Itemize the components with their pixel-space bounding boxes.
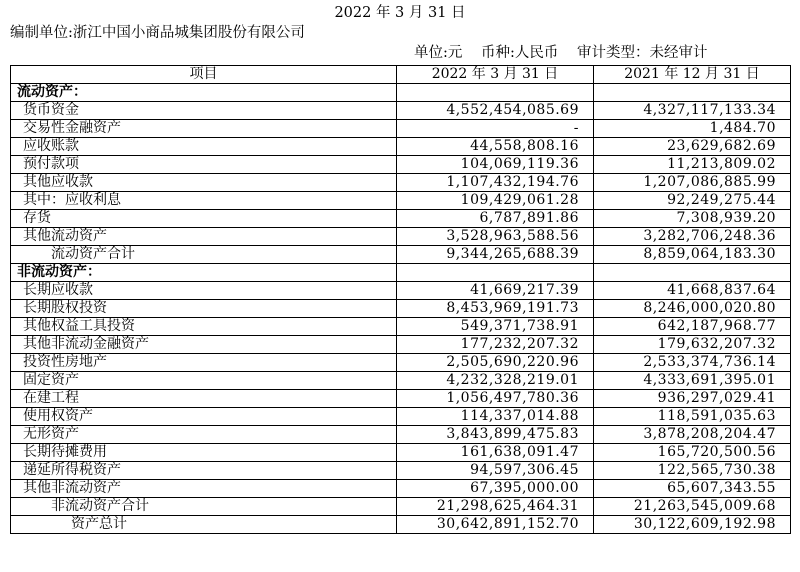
row-value-current <box>397 84 594 102</box>
row-label: 流动资产合计 <box>11 246 397 264</box>
table-row <box>11 156 791 174</box>
table-row <box>11 336 791 354</box>
table-header-row <box>11 66 791 84</box>
row-value-previous: 179,632,207.32 <box>594 336 791 354</box>
row-value-previous: 8,859,064,183.30 <box>594 246 791 264</box>
row-value-previous: 118,591,035.63 <box>594 408 791 426</box>
table-row <box>11 192 791 210</box>
balance-sheet-table <box>10 65 791 534</box>
table-row <box>11 228 791 246</box>
row-label: 在建工程 <box>11 390 397 408</box>
row-label: 货币资金 <box>11 102 397 120</box>
row-value-previous: 1,484.70 <box>594 120 791 138</box>
row-value-previous: 8,246,000,020.80 <box>594 300 791 318</box>
row-value-current: 161,638,091.47 <box>397 444 594 462</box>
row-value-current: 44,558,808.16 <box>397 138 594 156</box>
row-label: 递延所得税资产 <box>11 462 397 480</box>
row-label: 长期应收款 <box>11 282 397 300</box>
audit-type: 审计类型：未经审计 <box>577 45 708 61</box>
row-label: 其他应收款 <box>11 174 397 192</box>
column-header-previous: 2021 年 12 月 31 日 <box>594 66 791 84</box>
row-value-previous: 122,565,730.38 <box>594 462 791 480</box>
row-value-current: 41,669,217.39 <box>397 282 594 300</box>
table-body <box>11 84 791 534</box>
row-value-previous: 4,327,117,133.34 <box>594 102 791 120</box>
row-value-current: 1,056,497,780.36 <box>397 390 594 408</box>
row-value-current: 4,552,454,085.69 <box>397 102 594 120</box>
row-value-previous: 642,187,968.77 <box>594 318 791 336</box>
row-value-current: 104,069,119.36 <box>397 156 594 174</box>
row-value-previous: 165,720,500.56 <box>594 444 791 462</box>
row-label: 固定资产 <box>11 372 397 390</box>
row-value-previous: 7,308,939.20 <box>594 210 791 228</box>
row-value-current: 2,505,690,220.96 <box>397 354 594 372</box>
table-row <box>11 84 791 102</box>
table-row <box>11 318 791 336</box>
table-row <box>11 462 791 480</box>
row-value-previous: 21,263,545,009.68 <box>594 498 791 516</box>
row-value-previous: 30,122,609,192.98 <box>594 516 791 534</box>
table-row <box>11 102 791 120</box>
row-value-current: - <box>397 120 594 138</box>
row-value-current: 30,642,891,152.70 <box>397 516 594 534</box>
row-label: 长期待摊费用 <box>11 444 397 462</box>
row-value-previous: 3,282,706,248.36 <box>594 228 791 246</box>
row-label: 使用权资产 <box>11 408 397 426</box>
table-row <box>11 354 791 372</box>
table-row <box>11 372 791 390</box>
column-header-item: 项目 <box>11 66 397 84</box>
row-label: 其他非流动金融资产 <box>11 336 397 354</box>
row-value-previous: 23,629,682.69 <box>594 138 791 156</box>
row-value-current: 9,344,265,688.39 <box>397 246 594 264</box>
row-value-previous: 11,213,809.02 <box>594 156 791 174</box>
row-value-current: 94,597,306.45 <box>397 462 594 480</box>
row-value-current: 6,787,891.86 <box>397 210 594 228</box>
row-label: 存货 <box>11 210 397 228</box>
table-row <box>11 264 791 282</box>
table-row <box>11 516 791 534</box>
row-value-current: 114,337,014.88 <box>397 408 594 426</box>
table-row <box>11 174 791 192</box>
row-value-current: 67,395,000.00 <box>397 480 594 498</box>
row-label: 其他流动资产 <box>11 228 397 246</box>
column-header-current: 2022 年 3 月 31 日 <box>397 66 594 84</box>
row-value-current: 549,371,738.91 <box>397 318 594 336</box>
row-value-current: 109,429,061.28 <box>397 192 594 210</box>
row-value-previous: 4,333,691,395.01 <box>594 372 791 390</box>
report-meta <box>414 44 790 62</box>
row-label: 长期股权投资 <box>11 300 397 318</box>
row-label: 投资性房地产 <box>11 354 397 372</box>
row-value-current: 177,232,207.32 <box>397 336 594 354</box>
row-label: 应收账款 <box>11 138 397 156</box>
table-row <box>11 480 791 498</box>
row-label: 资产总计 <box>11 516 397 534</box>
currency-unit: 单位:元 <box>414 45 463 61</box>
row-value-previous: 92,249,275.44 <box>594 192 791 210</box>
row-value-current: 8,453,969,191.73 <box>397 300 594 318</box>
row-value-previous <box>594 84 791 102</box>
row-value-current <box>397 264 594 282</box>
table-row <box>11 120 791 138</box>
row-value-previous: 1,207,086,885.99 <box>594 174 791 192</box>
table-row <box>11 390 791 408</box>
row-label: 交易性金融资产 <box>11 120 397 138</box>
row-label: 其中：应收利息 <box>11 192 397 210</box>
row-value-current: 3,843,899,475.83 <box>397 426 594 444</box>
table-row <box>11 138 791 156</box>
row-label: 其他非流动资产 <box>11 480 397 498</box>
row-value-previous: 2,533,374,736.14 <box>594 354 791 372</box>
row-value-previous: 65,607,343.55 <box>594 480 791 498</box>
row-label: 无形资产 <box>11 426 397 444</box>
row-label: 非流动资产： <box>11 264 397 282</box>
table-row <box>11 498 791 516</box>
row-value-previous <box>594 264 791 282</box>
table-row <box>11 408 791 426</box>
table-row <box>11 210 791 228</box>
table-row <box>11 426 791 444</box>
reporting-entity: 编制单位:浙江中国小商品城集团股份有限公司 <box>10 25 305 41</box>
table-row <box>11 444 791 462</box>
table-row <box>11 300 791 318</box>
row-label: 其他权益工具投资 <box>11 318 397 336</box>
currency: 币种:人民币 <box>481 45 559 61</box>
table-row <box>11 282 791 300</box>
row-value-current: 3,528,963,588.56 <box>397 228 594 246</box>
row-value-current: 21,298,625,464.31 <box>397 498 594 516</box>
row-label: 预付款项 <box>11 156 397 174</box>
row-label: 非流动资产合计 <box>11 498 397 516</box>
row-value-current: 4,232,328,219.01 <box>397 372 594 390</box>
row-value-current: 1,107,432,194.76 <box>397 174 594 192</box>
row-label: 流动资产： <box>11 84 397 102</box>
row-value-previous: 3,878,208,204.47 <box>594 426 791 444</box>
report-date: 2022 年 3 月 31 日 <box>334 5 466 21</box>
row-value-previous: 41,668,837.64 <box>594 282 791 300</box>
row-value-previous: 936,297,029.41 <box>594 390 791 408</box>
table-row <box>11 246 791 264</box>
